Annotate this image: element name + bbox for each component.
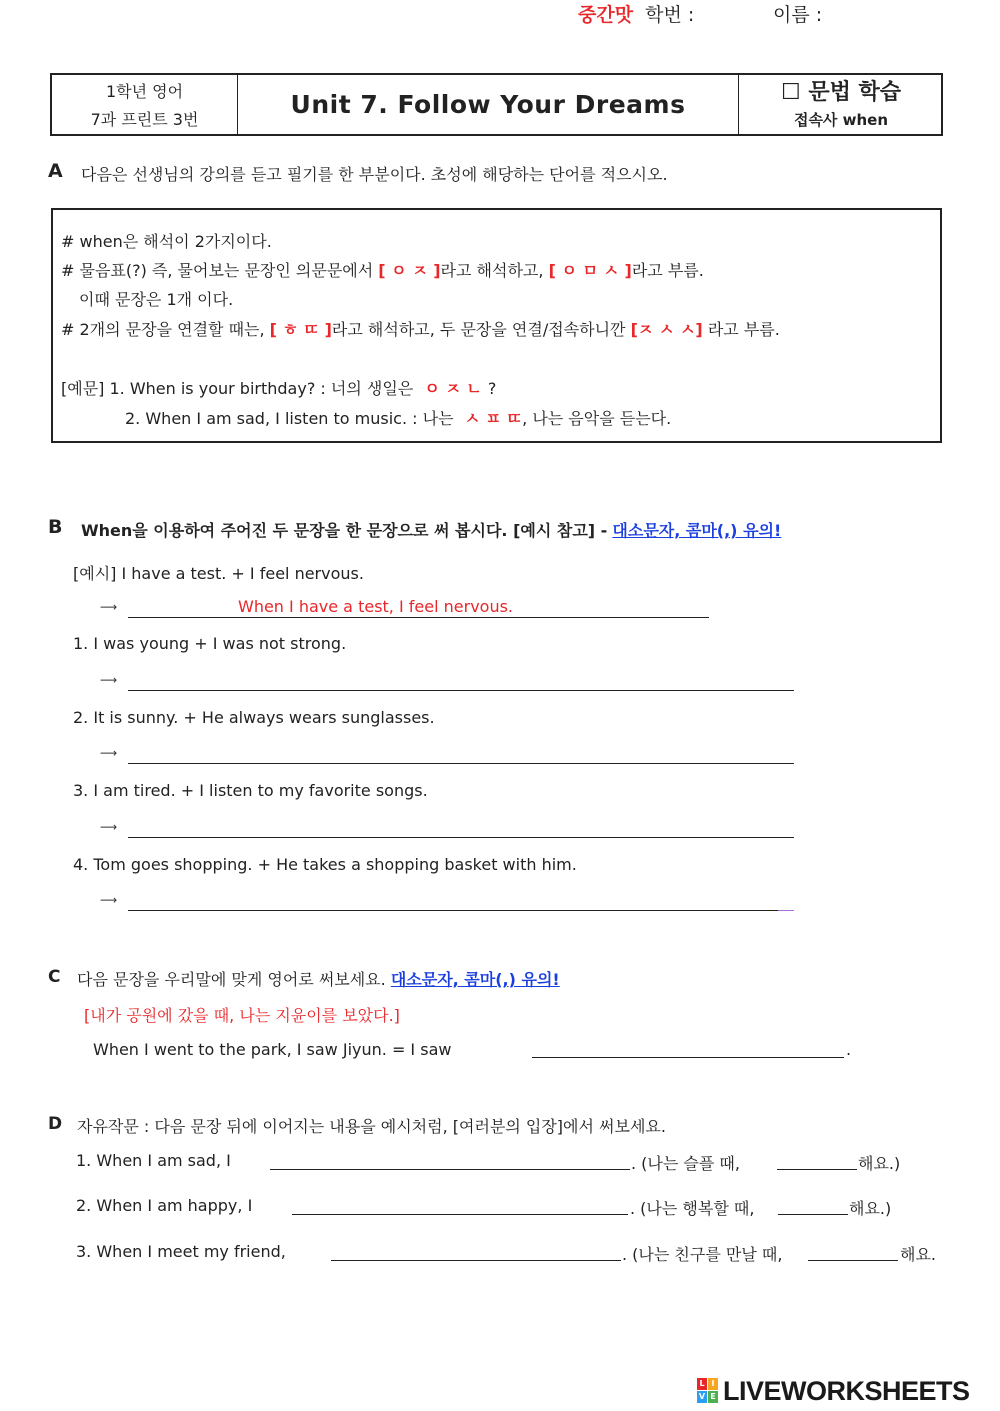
section-c-sentence: When I went to the park, I saw Jiyun. = I saw — [93, 1040, 452, 1059]
logo-text: LIVEWORKSHEETS — [723, 1376, 970, 1406]
section-c-instruction-text: 다음 문장을 우리말에 맞게 영어로 써보세요. — [77, 970, 386, 989]
arrow-icon: ⟶ — [100, 820, 118, 834]
section-a-instruction: 다음은 선생님의 강의를 듣고 필기를 한 부분이다. 초성에 해당하는 단어를 적으시오. — [81, 165, 668, 184]
question-b3: 3. I am tired. + I listen to my favorite songs. — [73, 781, 428, 800]
answer-line-b2[interactable] — [128, 762, 794, 764]
level-label: 중간맛 — [578, 4, 634, 26]
topic-text: 접속사 when — [793, 111, 889, 129]
question-d3-korean: . (나는 친구를 만날 때, — [622, 1245, 783, 1264]
question-d3: 3. When I meet my friend, — [76, 1242, 286, 1261]
hint-when-question[interactable]: [ ㅇ ㅈ ] — [378, 261, 441, 280]
answer-line-d1[interactable] — [270, 1168, 630, 1170]
note-line-2-pre: # 물음표(?) 즉, 물어보는 문장인 의문문에서 — [61, 261, 374, 280]
section-c-korean: [내가 공원에 갔을 때, 나는 지윤이를 보았다.] — [84, 1006, 400, 1025]
section-d-letter: D — [48, 1114, 63, 1134]
example-answer-line — [128, 616, 709, 618]
logo-letter-v: V — [698, 1392, 706, 1401]
hint-when-answer[interactable]: ㅇ ㅈ ㄴ — [424, 379, 482, 398]
note-line-2 — [61, 258, 704, 281]
name-label: 이름 : — [773, 4, 823, 26]
section-b-note: 대소문자, 콤마(,) 유의! — [612, 521, 782, 540]
grade-text: 1학년 영어 — [105, 82, 184, 101]
question-b1: 1. I was young + I was not strong. — [73, 634, 347, 653]
hint-interrogative[interactable]: [ ㅇ ㅁ ㅅ ] — [548, 261, 632, 280]
question-d2: 2. When I am happy, I — [76, 1196, 253, 1215]
example-2-text: 2. When I am sad, I listen to music. : 나는 — [125, 409, 454, 428]
answer-line-b3[interactable] — [128, 836, 794, 838]
header-category-cell — [738, 75, 943, 134]
page-title: Unit 7. Follow Your Dreams — [290, 90, 686, 119]
section-b-instruction — [81, 518, 781, 541]
hint-conjunction[interactable]: [ㅈ ㅅ ㅅ] — [630, 320, 703, 339]
answer-line-d2[interactable] — [292, 1213, 628, 1215]
answer-line-b1[interactable] — [128, 689, 794, 691]
section-a-letter: A — [48, 160, 63, 182]
student-number-label: 학번 : — [645, 4, 695, 26]
answer-line-d1-korean[interactable] — [777, 1168, 857, 1170]
header-grade-cell — [52, 75, 238, 134]
answer-line-b4[interactable] — [128, 909, 778, 911]
note-line-4-pre: # 2개의 문장을 연결할 때는, — [61, 320, 265, 339]
top-labels — [578, 0, 694, 27]
arrow-icon: ⟶ — [100, 673, 118, 687]
note-line-4 — [61, 317, 780, 340]
note-line-2-mid: 라고 해석하고, — [440, 261, 544, 280]
hint-sad-answer[interactable]: ㅅ ㅍ ㄸ — [464, 409, 523, 428]
question-d2-korean: . (나는 행복할 때, — [630, 1199, 755, 1218]
logo-letter-l: L — [697, 1378, 707, 1390]
example-1-text: [예문] 1. When is your birthday? : 너의 생일은 — [61, 379, 414, 398]
answer-line-b4-end — [778, 909, 794, 911]
example-b: [예시] I have a test. + I feel nervous. — [73, 564, 364, 583]
answer-line-c[interactable] — [532, 1056, 844, 1058]
example-line-1 — [61, 376, 496, 399]
example-1-end: ? — [487, 379, 497, 398]
section-c-instruction — [77, 967, 560, 990]
question-b2: 2. It is sunny. + He always wears sunglasses. — [73, 708, 435, 727]
note-line-1: # when은 해석이 2가지이다. — [61, 232, 272, 251]
logo-letter-e: E — [708, 1391, 718, 1403]
answer-line-d3-korean[interactable] — [808, 1259, 898, 1261]
example-line-2 — [125, 406, 671, 429]
question-b4: 4. Tom goes shopping. + He takes a shopping basket with him. — [73, 855, 577, 874]
liveworksheets-icon — [697, 1378, 719, 1404]
question-d2-end: 해요.) — [849, 1199, 892, 1218]
hint-when-clause[interactable]: [ ㅎ ㄸ ] — [269, 320, 332, 339]
example-answer: When I have a test, I feel nervous. — [238, 597, 514, 616]
section-b-letter: B — [48, 516, 63, 538]
section-c-letter: C — [48, 967, 61, 987]
arrow-icon: ⟶ — [100, 893, 118, 907]
answer-line-d2-korean[interactable] — [778, 1213, 848, 1215]
section-b-instruction-text: When을 이용하여 주어진 두 문장을 한 문장으로 써 봅시다. [예시 참고] - — [81, 521, 608, 540]
arrow-icon: ⟶ — [100, 600, 118, 614]
category-checkbox[interactable]: ☐ 문법 학습 — [780, 80, 902, 105]
note-line-4-post: 라고 부름. — [707, 320, 780, 339]
note-line-3: 이때 문장은 1개 이다. — [79, 290, 234, 309]
section-d-instruction: 자유작문 : 다음 문장 뒤에 이어지는 내용을 예시처럼, [여러분의 입장]에서 써보세요. — [77, 1117, 666, 1136]
lesson-text: 7과 프린트 3번 — [90, 110, 199, 129]
header-table — [50, 73, 943, 136]
question-d1: 1. When I am sad, I — [76, 1151, 231, 1170]
question-d1-end: 해요.) — [858, 1154, 901, 1173]
example-2-end: , 나는 음악을 듣는다. — [522, 409, 672, 428]
answer-line-d3[interactable] — [331, 1259, 621, 1261]
section-c-end: . — [846, 1040, 852, 1059]
question-d1-korean: . (나는 슬플 때, — [631, 1154, 740, 1173]
section-c-note: 대소문자, 콤마(,) 유의! — [390, 970, 560, 989]
note-line-4-mid: 라고 해석하고, 두 문장을 연결/접속하니깐 — [331, 320, 626, 339]
arrow-icon: ⟶ — [100, 746, 118, 760]
question-d3-end: 해요. — [900, 1245, 936, 1264]
logo-letter-i: I — [708, 1378, 718, 1390]
note-line-2-post: 라고 부름. — [631, 261, 704, 280]
